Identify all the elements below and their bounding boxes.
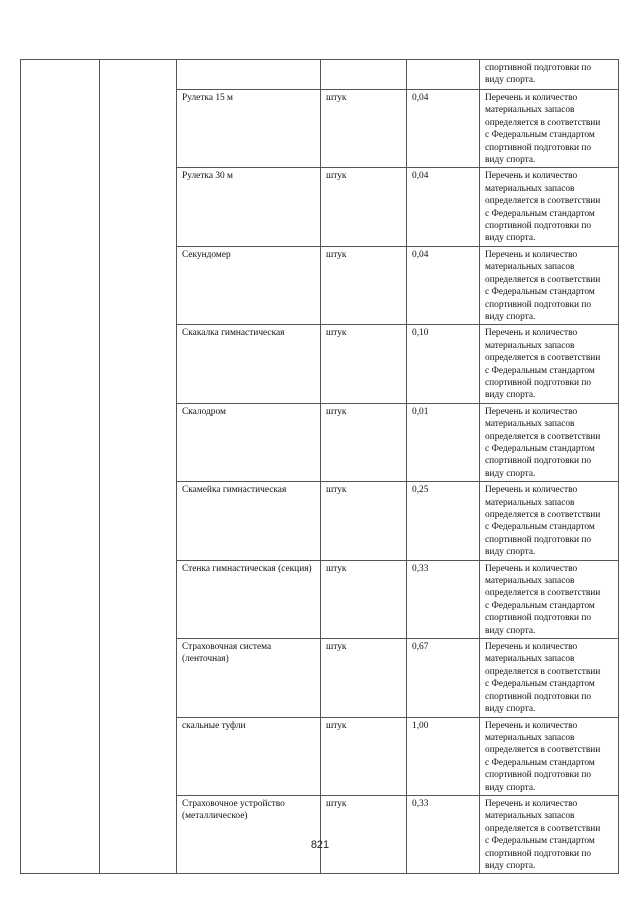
note-cell: Перечень и количество материальных запасов определяется в соответствии с Федеральным стандартом спортивной подготовки по виду спорта.: [480, 482, 619, 560]
unit-cell: штук: [321, 90, 407, 168]
qty-cell: 0,25: [407, 482, 480, 560]
equipment-table-body: [21, 60, 619, 874]
unit-cell: штук: [321, 246, 407, 324]
note-cell: Перечень и количество материальных запасов определяется в соответствии с Федеральным стандартом спортивной подготовки по виду спорта.: [480, 560, 619, 638]
unit-cell: штук: [321, 560, 407, 638]
qty-cell: [407, 60, 480, 90]
note-cell: Перечень и количество материальных запасов определяется в соответствии с Федеральным стандартом спортивной подготовки по виду спорта.: [480, 717, 619, 795]
note-cell: Перечень и количество материальных запасов определяется в соответствии с Федеральным стандартом спортивной подготовки по виду спорта.: [480, 403, 619, 481]
qty-cell: 0,33: [407, 795, 480, 873]
item-name-cell: Рулетка 15 м: [177, 90, 321, 168]
unit-cell: штук: [321, 403, 407, 481]
item-name-cell: [177, 60, 321, 90]
item-name-cell: Скамейка гимнастическая: [177, 482, 321, 560]
item-name-cell: Скалодром: [177, 403, 321, 481]
note-cell: Перечень и количество материальных запасов определяется в соответствии с Федеральным стандартом спортивной подготовки по виду спорта.: [480, 795, 619, 873]
equipment-table: [20, 59, 619, 874]
note-cell: Перечень и количество материальных запасов определяется в соответствии с Федеральным стандартом спортивной подготовки по виду спорта.: [480, 246, 619, 324]
qty-cell: 0,01: [407, 403, 480, 481]
table-row-continuation: [21, 60, 619, 90]
note-cell: Перечень и количество материальных запасов определяется в соответствии с Федеральным стандартом спортивной подготовки по виду спорта.: [480, 325, 619, 403]
qty-cell: 0,04: [407, 90, 480, 168]
unit-cell: [321, 60, 407, 90]
equipment-table-wrapper: [20, 59, 618, 874]
qty-cell: 0,10: [407, 325, 480, 403]
merged-cell-col1: [21, 60, 100, 874]
note-cell: Перечень и количество материальных запасов определяется в соответствии с Федеральным стандартом спортивной подготовки по виду спорта.: [480, 90, 619, 168]
item-name-cell: Стенка гимнастическая (секция): [177, 560, 321, 638]
unit-cell: штук: [321, 168, 407, 246]
item-name-cell: Страховочное устройство (металлическое): [177, 795, 321, 873]
note-cell: Перечень и количество материальных запасов определяется в соответствии с Федеральным стандартом спортивной подготовки по виду спорта.: [480, 639, 619, 717]
merged-cell-col2: [100, 60, 177, 874]
page-number: 821: [310, 839, 330, 851]
item-name-cell: Рулетка 30 м: [177, 168, 321, 246]
qty-cell: 0,33: [407, 560, 480, 638]
unit-cell: штук: [321, 795, 407, 873]
unit-cell: штук: [321, 325, 407, 403]
item-name-cell: скальные туфли: [177, 717, 321, 795]
unit-cell: штук: [321, 717, 407, 795]
note-cell: спортивной подготовки по виду спорта.: [480, 60, 619, 90]
qty-cell: 1,00: [407, 717, 480, 795]
qty-cell: 0,67: [407, 639, 480, 717]
item-name-cell: Страховочная система (ленточная): [177, 639, 321, 717]
qty-cell: 0,04: [407, 168, 480, 246]
qty-cell: 0,04: [407, 246, 480, 324]
item-name-cell: Скакалка гимнастическая: [177, 325, 321, 403]
unit-cell: штук: [321, 482, 407, 560]
item-name-cell: Секундомер: [177, 246, 321, 324]
note-cell: Перечень и количество материальных запасов определяется в соответствии с Федеральным стандартом спортивной подготовки по виду спорта.: [480, 168, 619, 246]
unit-cell: штук: [321, 639, 407, 717]
